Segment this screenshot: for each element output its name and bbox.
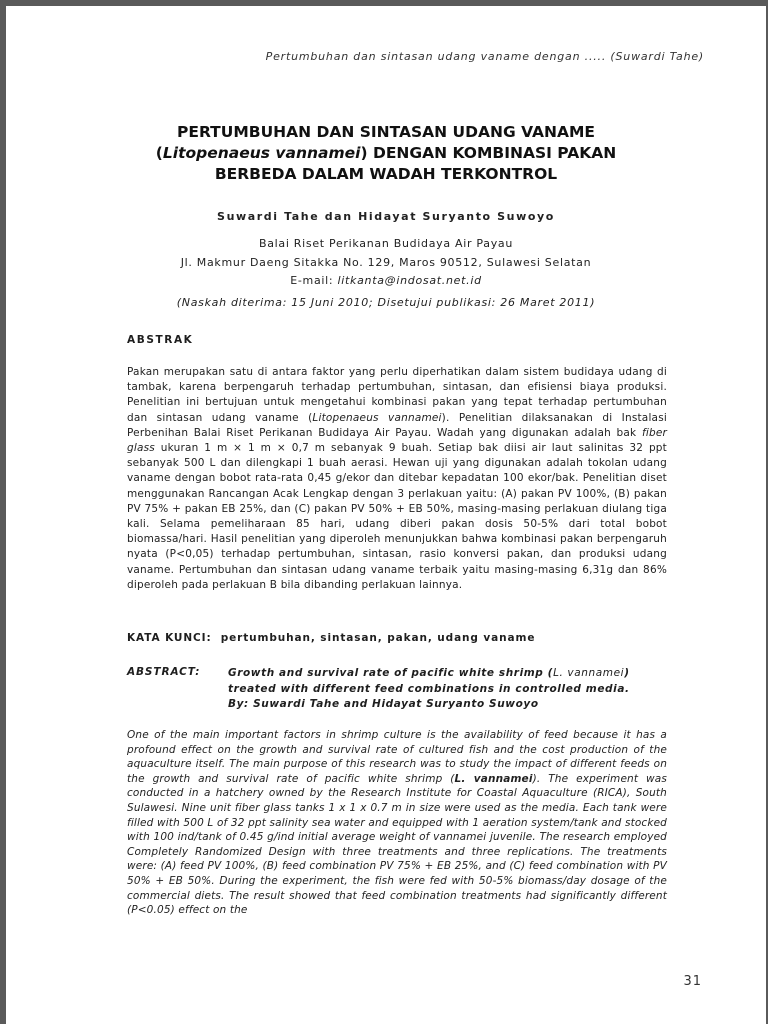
abstract-label: ABSTRACT:	[127, 666, 201, 678]
title-line-3: BERBEDA DALAM WADAH TERKONTROL	[214, 165, 558, 183]
title-species: Litopenaeus vannamei	[162, 144, 361, 162]
affiliation-address: Jl. Makmur Daeng Sitakka No. 129, Maros 90512, Sulawesi Selatan	[180, 255, 592, 269]
abstrak-fiber: fiber glass	[127, 426, 667, 455]
running-head: Pertumbuhan dan sintasan udang vaname dengan ..... (Suwardi Tahe)	[265, 50, 704, 63]
abstract-title-species: L. vannamei	[553, 667, 625, 679]
keywords-label: KATA KUNCI:	[127, 632, 212, 644]
affiliation-institute: Balai Riset Perikanan Budidaya Air Payau	[258, 237, 514, 250]
email-address: litkanta@indosat.net.id	[337, 274, 482, 287]
document-page	[6, 6, 766, 1024]
affiliation-email: E-mail: litkanta@indosat.net.id	[290, 274, 482, 287]
abstrak-body: Pakan merupakan satu di antara faktor yang perlu diperhatikan dalam sistem budidaya udang di tambak, karena berpengaruh terhadap pertumbuhan, sintasan, dan efisiensi biaya produksi. Penelitian ini bertujuan untuk mengetahui kombinasi pakan yang tepat terhadap pertumbuhan dan sintasan udang vaname (Litopenaeus vannamei). Penelitian dilaksanakan di Instalasi Perbenihan Balai Riset Perikanan Budidaya Air Payau. Wadah yang digunakan adalah bak fiber glass ukuran 1 m × 1 m × 0,7 m sebanyak 9 buah. Setiap bak diisi air laut salinitas 32 ppt sebanyak 500 L dan dilengkapi 1 buah aerasi. Hewan uji yang digunakan adalah tokolan udang vaname dengan bobot rata-rata 0,45 g/ekor dan ditebar kepadatan 100 ekor/bak. Penelitian diset menggunakan Rancangan Acak Lengkap dengan 3 perlakuan yaitu: (A) pakan PV 100%, (B) pakan PV 75% + pakan EB 25%, dan (C) pakan PV 50% + EB 50%, masing-masing perlakuan diulang tiga kali. Selama pemeliharaan 85 hari, udang diberi pakan dosis 50-5% dari total bobot biomassa/hari. Hasil penelitian yang diperoleh menunjukkan bahwa kombinasi pakan berpengaruh nyata (P<0,05) terhadap pertumbuhan, sintasan, rasio konversi pakan, dan produksi udang vaname. Pertumbuhan dan sintasan udang vaname terbaik yaitu masing-masing 6,31g dan 86% diperoleh pada perlakuan B bila dibanding perlakuan lainnya.	[127, 366, 667, 591]
keywords-value: pertumbuhan, sintasan, pakan, udang vaname	[220, 632, 536, 644]
abstract-title: Growth and survival rate of pacific white shrimp (L. vannamei) treated with different feed combinations in controlled media. By: Suwardi Tahe and Hidayat Suryanto Suwoyo	[228, 666, 668, 713]
abstrak-species: Litopenaeus vannamei	[312, 411, 442, 424]
abstract-byline: By: Suwardi Tahe and Hidayat Suryanto Suwoyo	[228, 698, 539, 710]
title-line-1: PERTUMBUHAN DAN SINTASAN UDANG VANAME	[177, 123, 595, 141]
authors: Suwardi Tahe dan Hidayat Suryanto Suwoyo	[217, 210, 555, 223]
title-line-2: (Litopenaeus vannamei) DENGAN KOMBINASI PAKAN	[155, 144, 617, 162]
keywords	[127, 632, 535, 644]
affiliation	[6, 235, 766, 291]
abstract-body: One of the main important factors in shrimp culture is the availability of feed because it has a profound effect on the growth and survival rate of cultured fish and the cost production of the aquaculture itself. The main purpose of this research was to study the impact of different feeds on the growth and survival rate of pacific white shrimp (L. vannamei). The experiment was conducted in a hatchery owned by the Research Institute for Coastal Aquaculture (RICA), South Sulawesi. Nine unit fiber glass tanks 1 x 1 x 0.7 m in size were used as the media. Each tank were filled with 500 L of 32 ppt salinity sea water and equipped with 1 aeration system/tank and stocked with 100 ind/tank of 0.45 g/ind initial average weight of vannamei juvenile. The research employed Completely Randomized Design with three treatments and three replications. The treatments were: (A) feed PV 100%, (B) feed combination PV 75% + EB 25%, and (C) feed combination with PV 50% + EB 50%. During the experiment, the fish were fed with 50-5% biomass/day dosage of the commercial diets. The result showed that feed combination treatments had significantly different (P<0.05) effect on the	[127, 729, 667, 917]
paper-title	[66, 122, 706, 185]
page-number: 31	[683, 974, 702, 989]
abstrak-heading: ABSTRAK	[127, 334, 194, 346]
received-dates: (Naskah diterima: 15 Juni 2010; Disetujui publikasi: 26 Maret 2011)	[176, 296, 596, 309]
abstract-body-species: L. vannamei	[454, 772, 533, 785]
